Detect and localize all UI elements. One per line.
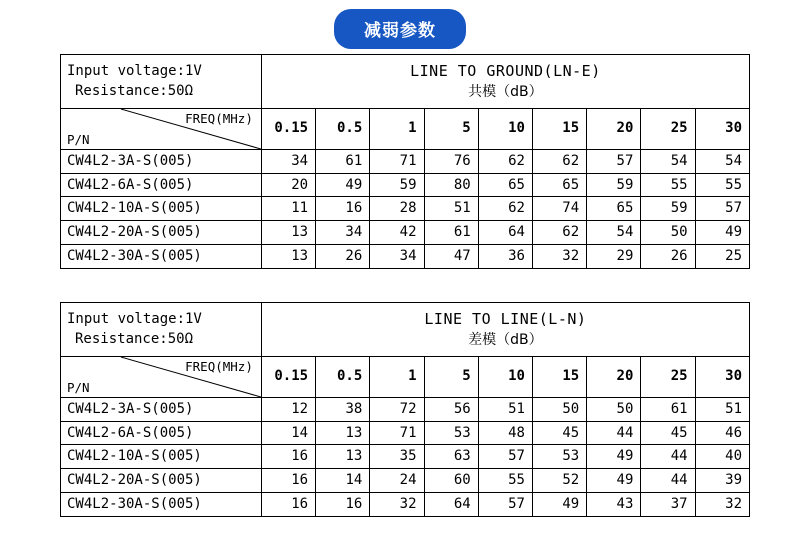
- value-cell: 62: [532, 149, 586, 173]
- freq-column-header: 0.15: [261, 356, 315, 397]
- table-row: [61, 469, 750, 493]
- value-cell: 34: [261, 149, 315, 173]
- value-cell: 57: [478, 445, 532, 469]
- value-cell: 56: [424, 397, 478, 421]
- value-cell: 43: [587, 492, 641, 516]
- attenuation-table-differential-mode: [60, 302, 750, 517]
- value-cell: 49: [587, 469, 641, 493]
- measurement-type-cn: 共模（dB）: [468, 84, 543, 100]
- value-cell: 47: [424, 244, 478, 268]
- table-row: [61, 445, 750, 469]
- measurement-type-en: LINE TO LINE(L-N): [424, 310, 587, 328]
- value-cell: 45: [641, 421, 695, 445]
- spec-table: [60, 302, 750, 517]
- value-cell: 51: [478, 397, 532, 421]
- value-cell: 44: [587, 421, 641, 445]
- value-cell: 55: [641, 173, 695, 197]
- value-cell: 61: [641, 397, 695, 421]
- value-cell: 37: [641, 492, 695, 516]
- part-number-cell: CW4L2-10A-S(005): [61, 197, 262, 221]
- value-cell: 65: [587, 197, 641, 221]
- resistance-label: Resistance:50Ω: [75, 83, 194, 100]
- pn-axis-label: P/N: [67, 379, 90, 395]
- value-cell: 72: [370, 397, 424, 421]
- part-number-cell: CW4L2-20A-S(005): [61, 221, 262, 245]
- value-cell: 32: [370, 492, 424, 516]
- value-cell: 61: [424, 221, 478, 245]
- freq-column-header: 15: [532, 356, 586, 397]
- corner-split-cell: [61, 108, 262, 149]
- value-cell: 57: [695, 197, 749, 221]
- value-cell: 40: [695, 445, 749, 469]
- freq-axis-label: FREQ(MHz): [185, 110, 253, 126]
- freq-column-header: 30: [695, 108, 749, 149]
- value-cell: 54: [641, 149, 695, 173]
- table-freq-row: [61, 108, 750, 149]
- freq-column-header: 10: [478, 108, 532, 149]
- value-cell: 54: [587, 221, 641, 245]
- value-cell: 35: [370, 445, 424, 469]
- value-cell: 13: [261, 244, 315, 268]
- value-cell: 48: [478, 421, 532, 445]
- freq-column-header: 15: [532, 108, 586, 149]
- pn-axis-label: P/N: [67, 131, 90, 147]
- value-cell: 71: [370, 149, 424, 173]
- page-title-bar: [0, 0, 800, 49]
- value-cell: 34: [370, 244, 424, 268]
- part-number-cell: CW4L2-3A-S(005): [61, 397, 262, 421]
- value-cell: 45: [532, 421, 586, 445]
- value-cell: 65: [532, 173, 586, 197]
- part-number-cell: CW4L2-30A-S(005): [61, 244, 262, 268]
- value-cell: 42: [370, 221, 424, 245]
- freq-column-header: 10: [478, 356, 532, 397]
- value-cell: 38: [316, 397, 370, 421]
- table-row: [61, 197, 750, 221]
- value-cell: 13: [316, 445, 370, 469]
- page-title: 减弱参数: [334, 9, 466, 49]
- freq-column-header: 20: [587, 356, 641, 397]
- value-cell: 36: [478, 244, 532, 268]
- value-cell: 52: [532, 469, 586, 493]
- freq-axis-label: FREQ(MHz): [185, 358, 253, 374]
- value-cell: 20: [261, 173, 315, 197]
- table-row: [61, 492, 750, 516]
- measurement-type-cn: 差模（dB）: [468, 332, 543, 348]
- measurement-type-cell: [261, 55, 749, 109]
- value-cell: 61: [316, 149, 370, 173]
- value-cell: 16: [316, 492, 370, 516]
- part-number-cell: CW4L2-30A-S(005): [61, 492, 262, 516]
- freq-column-header: 25: [641, 108, 695, 149]
- value-cell: 62: [478, 149, 532, 173]
- value-cell: 16: [261, 445, 315, 469]
- table-row: [61, 421, 750, 445]
- table-row: [61, 397, 750, 421]
- measurement-type-en: LINE TO GROUND(LN-E): [410, 62, 601, 80]
- part-number-cell: CW4L2-6A-S(005): [61, 173, 262, 197]
- value-cell: 54: [695, 149, 749, 173]
- value-cell: 50: [532, 397, 586, 421]
- value-cell: 29: [587, 244, 641, 268]
- freq-column-header: 5: [424, 108, 478, 149]
- freq-column-header: 1: [370, 108, 424, 149]
- freq-column-header: 30: [695, 356, 749, 397]
- value-cell: 50: [587, 397, 641, 421]
- value-cell: 59: [587, 173, 641, 197]
- table-header-row: [61, 55, 750, 109]
- value-cell: 49: [695, 221, 749, 245]
- value-cell: 65: [478, 173, 532, 197]
- value-cell: 51: [424, 197, 478, 221]
- part-number-cell: CW4L2-3A-S(005): [61, 149, 262, 173]
- value-cell: 44: [641, 445, 695, 469]
- table-freq-row: [61, 356, 750, 397]
- value-cell: 12: [261, 397, 315, 421]
- freq-column-header: 1: [370, 356, 424, 397]
- value-cell: 80: [424, 173, 478, 197]
- value-cell: 11: [261, 197, 315, 221]
- table-row: [61, 149, 750, 173]
- value-cell: 55: [695, 173, 749, 197]
- spec-table: [60, 54, 750, 269]
- table-row: [61, 221, 750, 245]
- value-cell: 55: [478, 469, 532, 493]
- value-cell: 46: [695, 421, 749, 445]
- value-cell: 64: [424, 492, 478, 516]
- resistance-label: Resistance:50Ω: [75, 331, 194, 348]
- value-cell: 32: [695, 492, 749, 516]
- input-voltage-label: Input voltage:1V: [67, 62, 202, 79]
- table-header-row: [61, 303, 750, 357]
- measurement-type-cell: [261, 303, 749, 357]
- value-cell: 63: [424, 445, 478, 469]
- value-cell: 26: [316, 244, 370, 268]
- test-conditions-cell: [61, 303, 262, 357]
- value-cell: 34: [316, 221, 370, 245]
- value-cell: 50: [641, 221, 695, 245]
- value-cell: 76: [424, 149, 478, 173]
- value-cell: 16: [261, 492, 315, 516]
- value-cell: 26: [641, 244, 695, 268]
- value-cell: 14: [316, 469, 370, 493]
- value-cell: 49: [587, 445, 641, 469]
- value-cell: 53: [532, 445, 586, 469]
- part-number-cell: CW4L2-10A-S(005): [61, 445, 262, 469]
- value-cell: 60: [424, 469, 478, 493]
- value-cell: 74: [532, 197, 586, 221]
- freq-column-header: 0.15: [261, 108, 315, 149]
- corner-split-cell: [61, 356, 262, 397]
- value-cell: 49: [316, 173, 370, 197]
- value-cell: 59: [641, 197, 695, 221]
- freq-column-header: 5: [424, 356, 478, 397]
- value-cell: 49: [532, 492, 586, 516]
- freq-column-header: 0.5: [316, 108, 370, 149]
- value-cell: 32: [532, 244, 586, 268]
- value-cell: 13: [316, 421, 370, 445]
- input-voltage-label: Input voltage:1V: [67, 310, 202, 327]
- attenuation-table-common-mode: [60, 54, 750, 269]
- value-cell: 57: [478, 492, 532, 516]
- table-row: [61, 244, 750, 268]
- value-cell: 51: [695, 397, 749, 421]
- value-cell: 16: [261, 469, 315, 493]
- value-cell: 24: [370, 469, 424, 493]
- test-conditions-cell: [61, 55, 262, 109]
- value-cell: 71: [370, 421, 424, 445]
- value-cell: 28: [370, 197, 424, 221]
- freq-column-header: 20: [587, 108, 641, 149]
- value-cell: 64: [478, 221, 532, 245]
- freq-column-header: 25: [641, 356, 695, 397]
- value-cell: 13: [261, 221, 315, 245]
- value-cell: 44: [641, 469, 695, 493]
- part-number-cell: CW4L2-6A-S(005): [61, 421, 262, 445]
- table-row: [61, 173, 750, 197]
- value-cell: 14: [261, 421, 315, 445]
- freq-column-header: 0.5: [316, 356, 370, 397]
- part-number-cell: CW4L2-20A-S(005): [61, 469, 262, 493]
- value-cell: 57: [587, 149, 641, 173]
- value-cell: 62: [478, 197, 532, 221]
- value-cell: 16: [316, 197, 370, 221]
- value-cell: 62: [532, 221, 586, 245]
- value-cell: 39: [695, 469, 749, 493]
- value-cell: 53: [424, 421, 478, 445]
- value-cell: 59: [370, 173, 424, 197]
- value-cell: 25: [695, 244, 749, 268]
